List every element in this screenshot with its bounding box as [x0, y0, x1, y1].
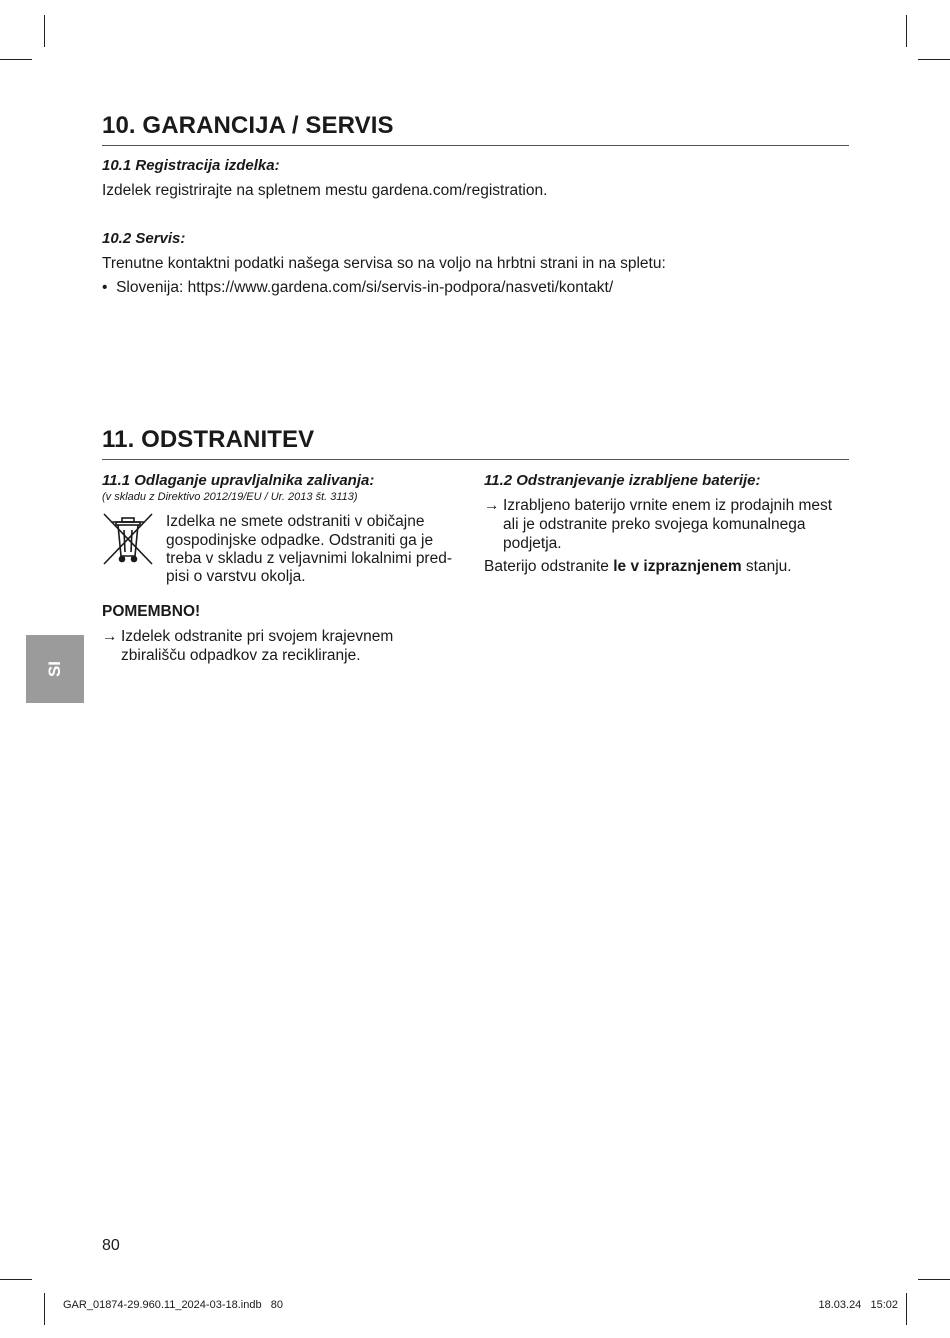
arrow-right-icon: → — [102, 628, 118, 645]
crop-mark — [44, 15, 45, 47]
section-11-1-line-2: gospodinjske odpadke. Odstraniti ga je — [166, 532, 434, 549]
footer-file-info: GAR_01874-29.960.11_2024-03-18.indb 80 — [63, 1299, 283, 1311]
crop-mark — [918, 59, 950, 60]
crop-mark — [906, 1293, 907, 1325]
crop-mark — [44, 1293, 45, 1325]
section-10-title: 10. GARANCIJA / SERVIS — [102, 112, 849, 146]
battery-line-2: ali je odstranite preko svojega komunalnega — [503, 516, 806, 533]
section-11-1-line-3: treba v skladu z veljavnimi lokalnimi pred- — [166, 550, 453, 567]
battery-final-text — [484, 557, 792, 576]
important-line-2: zbirališču odpadkov za recikliranje. — [121, 647, 361, 664]
battery-item — [484, 496, 832, 553]
important-label: POMEMBNO! — [102, 603, 201, 620]
battery-final-bold: le v izpraznjenem — [613, 558, 742, 575]
battery-final-suffix: stanju. — [741, 558, 792, 575]
battery-line-1: Izrabljeno baterijo vrnite enem iz prodajnih mest — [503, 497, 833, 514]
language-tab — [26, 635, 84, 703]
section-11-title: 11. ODSTRANITEV — [102, 426, 849, 460]
section-11-1-line-1: Izdelka ne smete odstraniti v običajne — [166, 513, 425, 530]
bullet-glyph: • — [102, 279, 108, 296]
section-10-2-text: Trenutne kontaktni podatki našega servisa so na voljo na hrbtni strani in na spletu: — [102, 255, 666, 272]
section-10-2-bullet — [102, 278, 613, 297]
service-link-text: Slovenija: https://www.gardena.com/si/servis-in-podpora/nasveti/kontakt/ — [116, 279, 614, 296]
arrow-right-icon: → — [484, 497, 500, 514]
important-line-1: Izdelek odstranite pri svojem krajevnem — [121, 628, 394, 645]
language-tab-label: SI — [45, 660, 64, 678]
crop-mark — [906, 15, 907, 47]
page-number: 80 — [102, 1237, 120, 1254]
battery-final-prefix: Baterijo odstranite — [484, 558, 614, 575]
section-10-1-title: 10.1 Registracija izdelka: — [102, 157, 280, 174]
crop-mark — [918, 1279, 950, 1280]
section-11-1-line-4: pisi o varstvu okolja. — [166, 568, 306, 585]
section-10-1-text: Izdelek registrirajte na spletnem mestu gardena.com/registration. — [102, 182, 548, 199]
section-11-1-title: 11.1 Odlaganje upravljalnika zalivanja: — [102, 472, 375, 489]
section-10-2-title: 10.2 Servis: — [102, 230, 186, 247]
crop-mark — [0, 1279, 32, 1280]
weee-crossed-bin-icon — [102, 512, 154, 566]
important-item — [102, 627, 393, 665]
crop-mark — [0, 59, 32, 60]
battery-line-3: podjetja. — [503, 535, 562, 552]
section-11-1-note: (v skladu z Direktivo 2012/19/EU / Ur. 2013 št. 3113) — [102, 491, 358, 503]
footer-date-info: 18.03.24 15:02 — [818, 1299, 898, 1311]
section-11-2-title: 11.2 Odstranjevanje izrabljene baterije: — [484, 472, 761, 489]
